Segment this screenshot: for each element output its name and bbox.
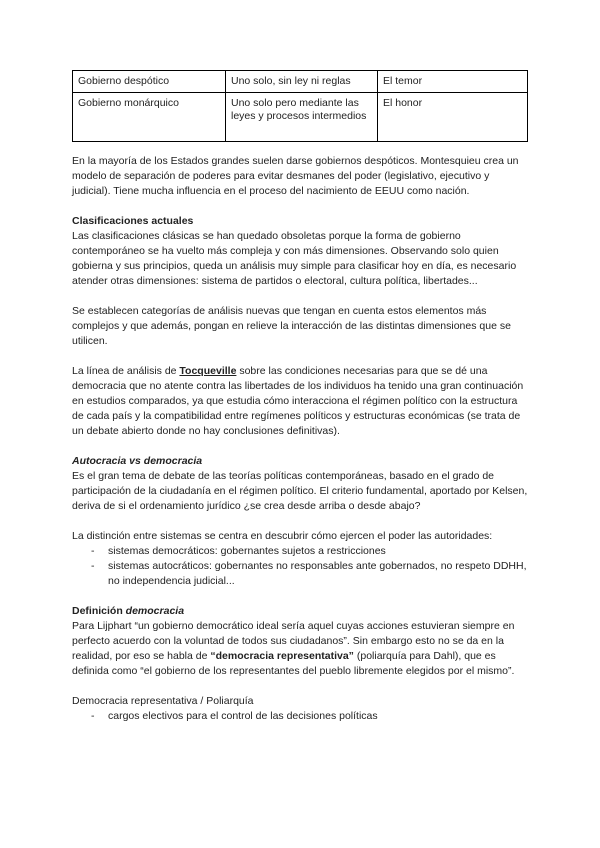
- poliarquia-heading: Democracia representativa / Poliarquía: [72, 695, 254, 707]
- clasificaciones-heading: Clasificaciones actuales: [72, 215, 194, 227]
- government-forms-table: [72, 70, 528, 142]
- list-item-text: cargos electivos para el control de las decisiones políticas: [108, 710, 378, 722]
- autocracia-paragraph-1: Es el gran tema de debate de las teorías políticas contemporáneas, basado en el grado de participación de la ciudadanía en el régimen político. El criterio fundamental, aportado por Kelsen, deriva de si el ordenamiento jurídico ¿se crea desde arriba o desde abajo?: [72, 470, 528, 512]
- table-cell-rule: Uno solo pero mediante las leyes y procesos intermedios: [226, 93, 378, 142]
- dash-marker: -: [91, 560, 95, 572]
- poliarquia-bullet-list: [72, 709, 528, 724]
- tocqueville-text-after: sobre las condiciones necesarias para que se dé una democracia que no atente contra las libertades de los individuos ha tenido una gran continuación en estudios comparados, ya que estudia cómo interacciona el régimen político con la estructura de cada país y la compatibilidad entre regímenes políticos y estructuras económicas (se trata de un debate abierto donde no hay conclusiones definitivas).: [72, 365, 524, 437]
- tocqueville-name: Tocqueville: [179, 365, 237, 377]
- table-cell-form: Gobierno despótico: [73, 71, 226, 93]
- document-page: [72, 70, 528, 739]
- list-item-text: sistemas autocráticos: gobernantes no responsables ante gobernados, no respeto DDHH, no independencia judicial...: [108, 560, 527, 587]
- list-item: [72, 559, 528, 589]
- autocracia-bullet-list: [72, 544, 528, 589]
- list-item-text: sistemas democráticos: gobernantes sujetos a restricciones: [108, 545, 386, 557]
- table-cell-principle: El honor: [378, 93, 528, 142]
- definicion-heading-italic: democracia: [125, 605, 185, 617]
- tocqueville-paragraph: [72, 364, 528, 439]
- definicion-paragraph: [72, 619, 528, 679]
- table-row: [73, 93, 528, 142]
- autocracia-heading: Autocracia vs democracia: [72, 455, 203, 467]
- table-cell-form: Gobierno monárquico: [73, 93, 226, 142]
- dash-marker: -: [91, 545, 95, 557]
- list-item: [72, 544, 528, 559]
- intro-paragraph: En la mayoría de los Estados grandes suelen darse gobiernos despóticos. Montesquieu crea un modelo de separación de poderes para evitar desmanes del poder (legislativo, ejecutivo y judicial). Tiene mucha influencia en el proceso del nacimiento de EEUU como nación.: [72, 155, 519, 197]
- tocqueville-text-before: La línea de análisis de: [72, 365, 180, 377]
- definicion-text-after: (poliarquía para Dahl), que es definida como “el gobierno de los representantes del pueblo libremente elegidos por el mismo”.: [72, 650, 515, 677]
- list-item: [72, 709, 528, 724]
- clasificaciones-paragraph-2: Se establecen categorías de análisis nuevas que tengan en cuenta estos elementos más complejos y que además, pongan en relieve la interacción de las distintas dimensiones que se utilicen.: [72, 305, 511, 347]
- dash-marker: -: [91, 710, 95, 722]
- table-row: [73, 71, 528, 93]
- definicion-text-bold: “democracia representativa”: [210, 650, 354, 662]
- definicion-heading-plain: Definición: [72, 605, 126, 617]
- autocracia-paragraph-2: La distinción entre sistemas se centra en descubrir cómo ejercen el poder las autoridades:: [72, 530, 493, 542]
- table-cell-principle: El temor: [378, 71, 528, 93]
- definicion-heading: [72, 604, 528, 619]
- definicion-text-before: Para Lijphart “un gobierno democrático ideal sería aquel cuyas acciones estuvieran siempre en perfecto acuerdo con la voluntad de todos sus ciudadanos”. Sin embargo esto no se da en la realidad, por eso se habla de: [72, 620, 515, 662]
- table-cell-rule: Uno solo, sin ley ni reglas: [226, 71, 378, 93]
- clasificaciones-paragraph-1: Las clasificaciones clásicas se han quedado obsoletas porque la forma de gobierno contemporáneo se ha vuelto más compleja y con más dimensiones. Observando solo quien gobierna y sus principios, queda un análisis muy simple para clasificar hoy en día, es necesario atender otras dimensiones: sistema de partidos o electoral, cultura política, libertades...: [72, 230, 517, 287]
